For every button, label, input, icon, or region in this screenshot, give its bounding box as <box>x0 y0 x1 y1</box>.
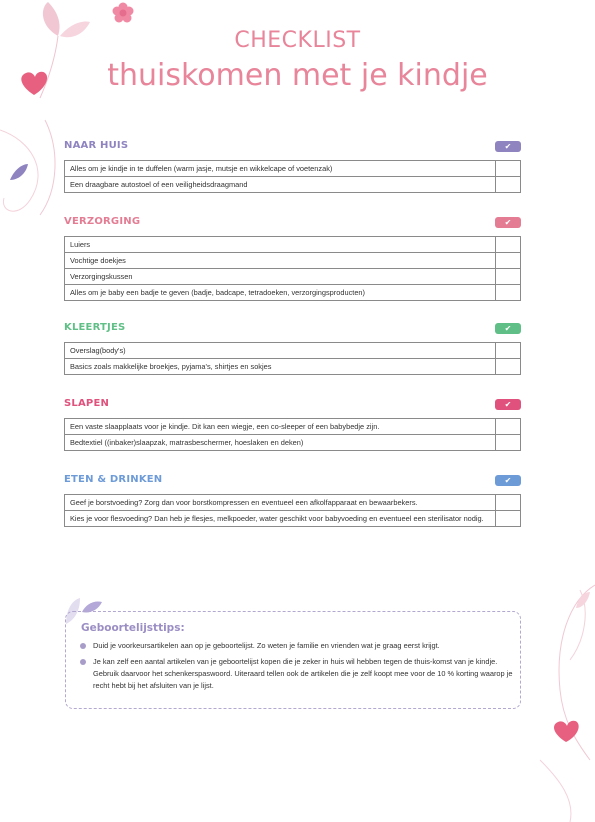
page-title: thuiskomen met je kindje <box>107 58 488 93</box>
section-title: VERZORGING <box>64 216 141 227</box>
bullet-icon <box>80 659 86 665</box>
check-icon: ✔ <box>495 217 521 228</box>
section-title: NAAR HUIS <box>64 140 129 151</box>
checkbox-cell[interactable] <box>495 511 520 526</box>
item-text: Een draagbare autostoel of een veiligheidsdraagmand <box>70 180 248 189</box>
section-naar-huis <box>64 139 521 193</box>
heart-icon <box>554 721 579 742</box>
item-text: Bedtextiel ((inbaker)slaapzak, matrasbeschermer, hoeslaken en deken) <box>70 438 304 447</box>
section-title: KLEERTJES <box>64 322 126 333</box>
item-text: Overslag(body's) <box>70 346 126 355</box>
tips-box <box>65 611 521 709</box>
section-header <box>64 397 521 411</box>
checklist-row <box>65 237 520 252</box>
item-text: Kies je voor flesvoeding? Dan heb je flesjes, melkpoeder, water geschikt voor babyvoeding en eventueel een sterilisator nodig. <box>70 514 484 523</box>
checklist-row <box>65 161 520 176</box>
section-header <box>64 139 521 153</box>
checklist-row <box>65 495 520 510</box>
checklist-table <box>64 494 521 527</box>
checklist-row <box>65 419 520 434</box>
item-text: Een vaste slaapplaats voor je kindje. Dit kan een wiegje, een co-sleeper of een babybedje zijn. <box>70 422 380 431</box>
checklist-row <box>65 176 520 192</box>
item-text: Luiers <box>70 240 91 249</box>
check-icon: ✔ <box>495 141 521 152</box>
check-icon: ✔ <box>495 399 521 410</box>
tip-text: Duid je voorkeursartikelen aan op je geboortelijst. Zo weten je familie en vrienden wat je graag eerst krijgt. <box>93 641 440 650</box>
checkbox-cell[interactable] <box>495 177 520 192</box>
checkbox-cell[interactable] <box>495 359 520 374</box>
item-text: Alles om je baby een badje te geven (badje, badcape, tetradoeken, verzorgingsproducten) <box>70 288 365 297</box>
check-icon: ✔ <box>495 475 521 486</box>
checklist-row <box>65 268 520 284</box>
section-eten-drinken <box>64 473 521 527</box>
section-slapen <box>64 397 521 451</box>
section-title: ETEN & DRINKEN <box>64 474 163 485</box>
checkbox-cell[interactable] <box>495 495 520 510</box>
section-title: SLAPEN <box>64 398 110 409</box>
tip-item <box>80 656 515 692</box>
checkbox-cell[interactable] <box>495 285 520 300</box>
checkbox-cell[interactable] <box>495 253 520 268</box>
item-text: Verzorgingskussen <box>70 272 133 281</box>
section-header <box>64 321 521 335</box>
checklist-row <box>65 284 520 300</box>
item-text: Vochtige doekjes <box>70 256 126 265</box>
leaf-icon <box>10 164 28 180</box>
checklist-label: CHECKLIST <box>234 28 361 53</box>
checkbox-cell[interactable] <box>495 435 520 450</box>
checkbox-cell[interactable] <box>495 343 520 358</box>
item-text: Alles om je kindje in te duffelen (warm jasje, mutsje en wikkelcape of voetenzak) <box>70 164 333 173</box>
tip-text: Je kan zelf een aantal artikelen van je geboortelijst kopen die je zeker in huis wil hebben tegen de thuis-komst van je kindje. Gebruik daarvoor het schenkerspaswoord. Uiteraard tellen ook de artikelen die je zelf koopt mee voor de 10 % korting waarop je recht hebt bij het afsluiten van je lijst. <box>93 657 513 690</box>
checklist-row <box>65 358 520 374</box>
section-header <box>64 473 521 487</box>
section-header <box>64 215 521 229</box>
tips-title: Geboortelijsttips: <box>81 622 185 634</box>
checkbox-cell[interactable] <box>495 419 520 434</box>
checkbox-cell[interactable] <box>495 237 520 252</box>
check-icon: ✔ <box>495 323 521 334</box>
item-text: Geef je borstvoeding? Zorg dan voor borstkompressen en eventueel een afkolfapparaat en bewaarbekers. <box>70 498 418 507</box>
tip-item <box>80 640 515 652</box>
checklist-table <box>64 342 521 375</box>
item-text: Basics zoals makkelijke broekjes, pyjama's, shirtjes en sokjes <box>70 362 272 371</box>
checklist-table <box>64 160 521 193</box>
section-kleertjes <box>64 321 521 375</box>
bullet-icon <box>80 643 86 649</box>
checklist-table <box>64 236 521 301</box>
checklist-row <box>65 252 520 268</box>
checklist-table <box>64 418 521 451</box>
checklist-row <box>65 510 520 526</box>
checkbox-cell[interactable] <box>495 161 520 176</box>
leaf-icon <box>576 592 590 608</box>
checklist-row <box>65 343 520 358</box>
section-verzorging <box>64 215 521 301</box>
checklist-row <box>65 434 520 450</box>
checkbox-cell[interactable] <box>495 269 520 284</box>
flower-icon <box>113 3 134 23</box>
